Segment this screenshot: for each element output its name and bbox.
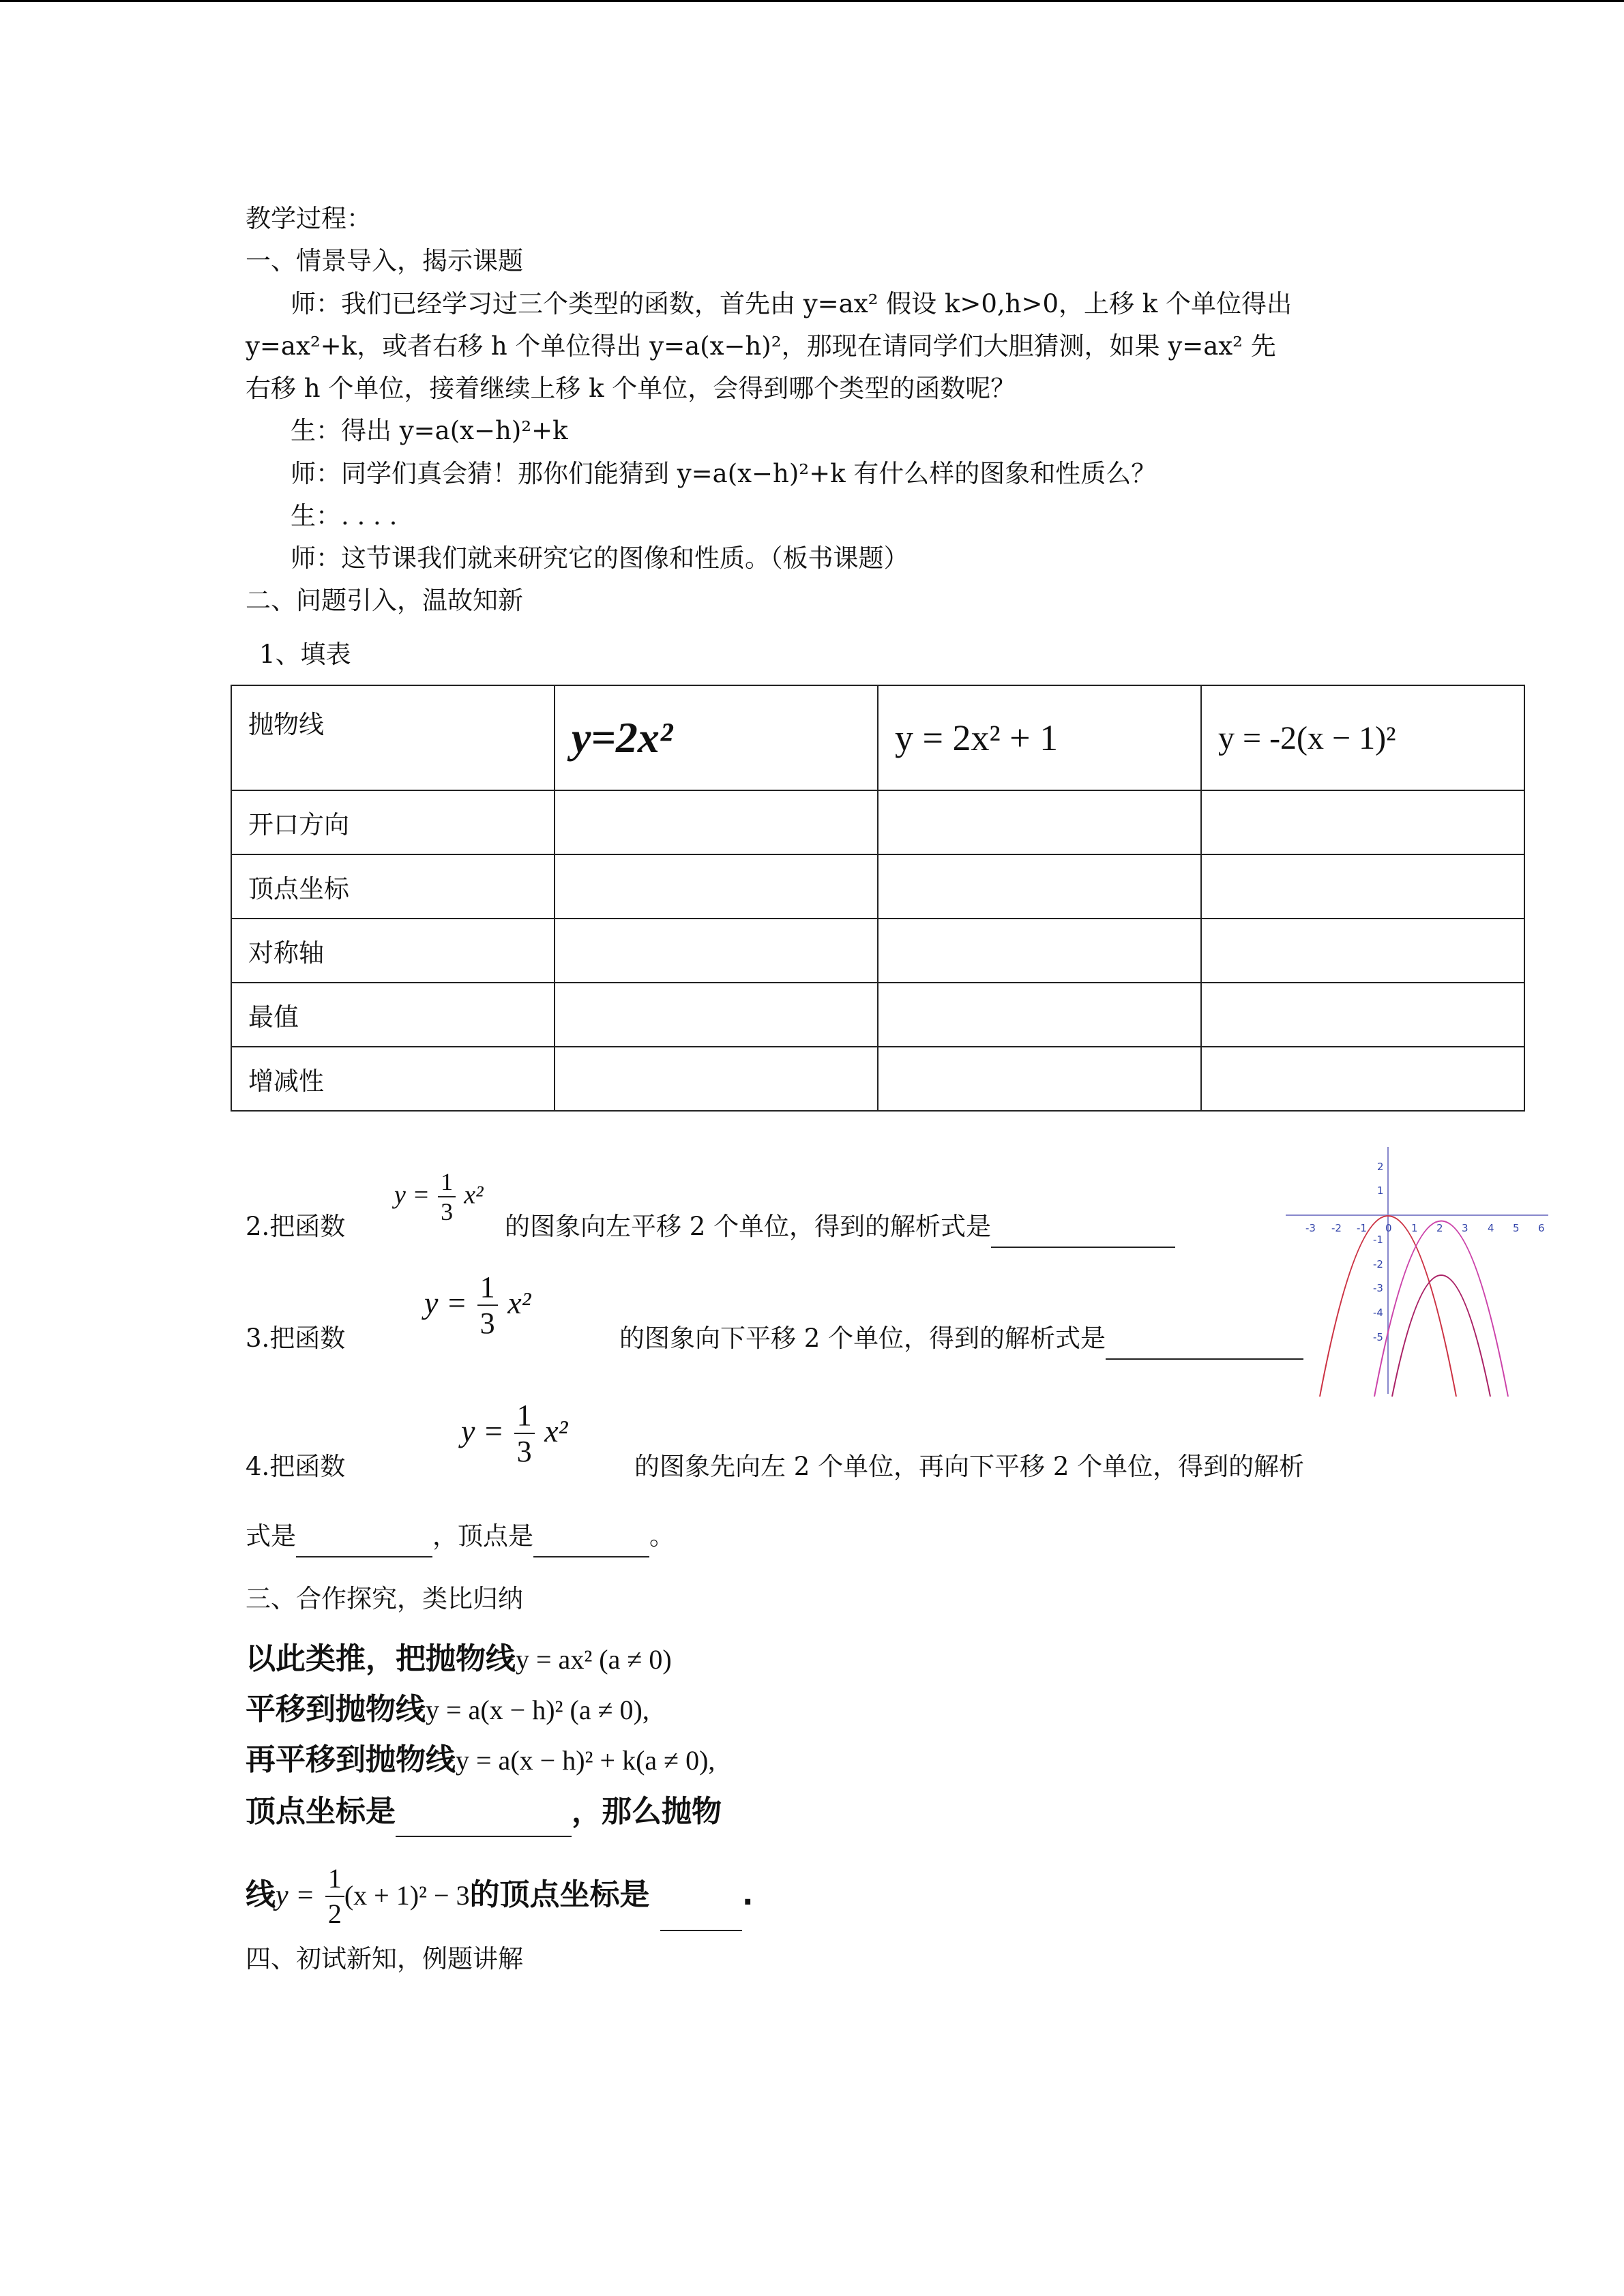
- answer-blank[interactable]: [660, 1903, 742, 1931]
- section4-title: 四、初试新知，例题讲解: [246, 1944, 523, 1973]
- q4-line2: 式是 ，顶点是 。: [246, 1515, 675, 1557]
- row-label-vertex: 顶点坐标: [231, 854, 555, 919]
- table-row: [231, 983, 1524, 1047]
- student-line-2: 生：. . . .: [291, 501, 398, 531]
- table-cell[interactable]: [555, 790, 878, 854]
- y-tick-label: -5: [1373, 1331, 1383, 1343]
- table-cell[interactable]: [555, 919, 878, 983]
- q2-text: 的图象向左平移 2 个单位，得到的解析式是: [505, 1206, 1175, 1248]
- answer-blank[interactable]: [533, 1529, 649, 1557]
- table-cell[interactable]: [555, 1047, 878, 1111]
- q2-equation: y = $\frac{1}{3}$ x²: [394, 1168, 484, 1225]
- y-tick-label: -3: [1373, 1282, 1383, 1294]
- answer-blank[interactable]: [296, 1529, 432, 1557]
- y-tick-label: 2: [1377, 1161, 1384, 1173]
- table-cell[interactable]: [1201, 854, 1524, 919]
- table-cell[interactable]: [1201, 983, 1524, 1047]
- row-label-monotonic: 增减性: [231, 1047, 555, 1111]
- q2-prefix: 2.把函数: [246, 1212, 346, 1241]
- table-cell[interactable]: [1201, 1047, 1524, 1111]
- parabola-curve: [1392, 1275, 1490, 1397]
- q3-prefix: 3.把函数: [246, 1324, 346, 1353]
- x-tick-label: 2: [1436, 1222, 1443, 1234]
- table-row: [231, 854, 1524, 919]
- table-row: [231, 1047, 1524, 1111]
- page-top-rule: [0, 0, 1624, 2]
- fill-in-table: [231, 685, 1525, 1112]
- table-cell[interactable]: [555, 983, 878, 1047]
- x-tick-label: -1: [1357, 1222, 1367, 1234]
- table-header-label: 抛物线: [231, 685, 555, 790]
- table-cell[interactable]: [878, 1047, 1201, 1111]
- x-tick-label: 0: [1385, 1222, 1392, 1234]
- q3-text: 的图象向下平移 2 个单位，得到的解析式是: [619, 1317, 1303, 1360]
- x-tick-label: 4: [1488, 1222, 1494, 1234]
- eq-y-2x2-plus-1: y = 2x² + 1: [895, 717, 1059, 758]
- section3-title: 三、合作探究，类比归纳: [246, 1584, 523, 1613]
- y-tick-label: -4: [1373, 1307, 1383, 1319]
- heading-teaching-process: 教学过程：: [246, 204, 372, 233]
- q4-prefix: 4.把函数: [246, 1452, 346, 1481]
- q3-equation: y = $\frac{1}{3}$ x²: [424, 1270, 531, 1340]
- y-tick-label: -1: [1373, 1234, 1383, 1246]
- table-cell[interactable]: [878, 983, 1201, 1047]
- analogy-line-5: 线y = $\frac{1}{2}$ (x + 1)² − 3的顶点坐标是 .: [246, 1862, 754, 1931]
- table-cell[interactable]: [1201, 790, 1524, 854]
- analogy-line-3: 再平移到抛物线y = a(x − h)² + k(a ≠ 0),: [246, 1742, 715, 1777]
- x-tick-label: -3: [1305, 1222, 1316, 1234]
- x-tick-label: 1: [1411, 1222, 1418, 1234]
- y-tick-label: 1: [1377, 1184, 1384, 1197]
- table-row: [231, 919, 1524, 983]
- section2-title: 二、问题引入，温故知新: [246, 586, 523, 615]
- teacher-line-2: y=ax²+k，或者右移 h 个单位得出 y=a(x−h)²，那现在请同学们大胆猜测，如果 y=ax² 先: [246, 331, 1276, 361]
- student-line-1: 生：得出 y=a(x−h)²+k: [291, 416, 568, 445]
- row-label-opening: 开口方向: [231, 790, 555, 854]
- x-tick-label: 3: [1462, 1222, 1468, 1234]
- analogy-line-2: 平移到抛物线y = a(x − h)² (a ≠ 0),: [246, 1692, 649, 1727]
- table-cell[interactable]: [878, 919, 1201, 983]
- parabola-graph: [1286, 1144, 1552, 1397]
- eq-y-2x2: y=2x²: [572, 713, 673, 762]
- answer-blank[interactable]: [1106, 1331, 1303, 1360]
- parabola-curve: [1374, 1221, 1508, 1397]
- q4-equation: y = $\frac{1}{3}$ x²: [461, 1399, 568, 1468]
- eq-y-neg2-x-1-sq: y = -2(x − 1)²: [1218, 719, 1396, 756]
- analogy-line-1: 以此类推，把抛物线y = ax² (a ≠ 0): [246, 1641, 672, 1676]
- table-header-col2: [878, 685, 1201, 790]
- x-tick-label: 5: [1513, 1222, 1520, 1234]
- row-label-extremum: 最值: [231, 983, 555, 1047]
- teacher-line-3: 右移 h 个单位，接着继续上移 k 个单位，会得到哪个类型的函数呢？: [246, 374, 1016, 403]
- section1-title: 一、情景导入，揭示课题: [246, 246, 523, 275]
- table-header-col1: [555, 685, 878, 790]
- table-row: [231, 790, 1524, 854]
- table-cell[interactable]: [878, 854, 1201, 919]
- teacher-line-1: 师：我们已经学习过三个类型的函数，首先由 y=ax² 假设 k>0,h>0，上移 k 个单位得出: [291, 289, 1292, 318]
- y-tick-label: -2: [1373, 1258, 1383, 1270]
- table-cell[interactable]: [878, 790, 1201, 854]
- teacher-line-5: 师：这节课我们就来研究它的图像和性质。（板书课题）: [291, 543, 909, 573]
- table-header-col3: [1201, 685, 1524, 790]
- table-cell[interactable]: [1201, 919, 1524, 983]
- fill-table-label: 1、填表: [259, 640, 351, 669]
- answer-blank[interactable]: [991, 1219, 1175, 1248]
- row-label-axis: 对称轴: [231, 919, 555, 983]
- x-tick-label: -2: [1331, 1222, 1342, 1234]
- x-tick-label: 6: [1538, 1222, 1545, 1234]
- q4-text: 的图象先向左 2 个单位，再向下平移 2 个单位，得到的解析: [634, 1452, 1305, 1481]
- table-cell[interactable]: [555, 854, 878, 919]
- teacher-line-4: 师：同学们真会猜！那你们能猜到 y=a(x−h)²+k 有什么样的图象和性质么？: [291, 459, 1157, 488]
- answer-blank[interactable]: [396, 1808, 572, 1837]
- analogy-line-4: 顶点坐标是 ，那么抛物: [246, 1787, 722, 1837]
- table-header-row: [231, 685, 1524, 790]
